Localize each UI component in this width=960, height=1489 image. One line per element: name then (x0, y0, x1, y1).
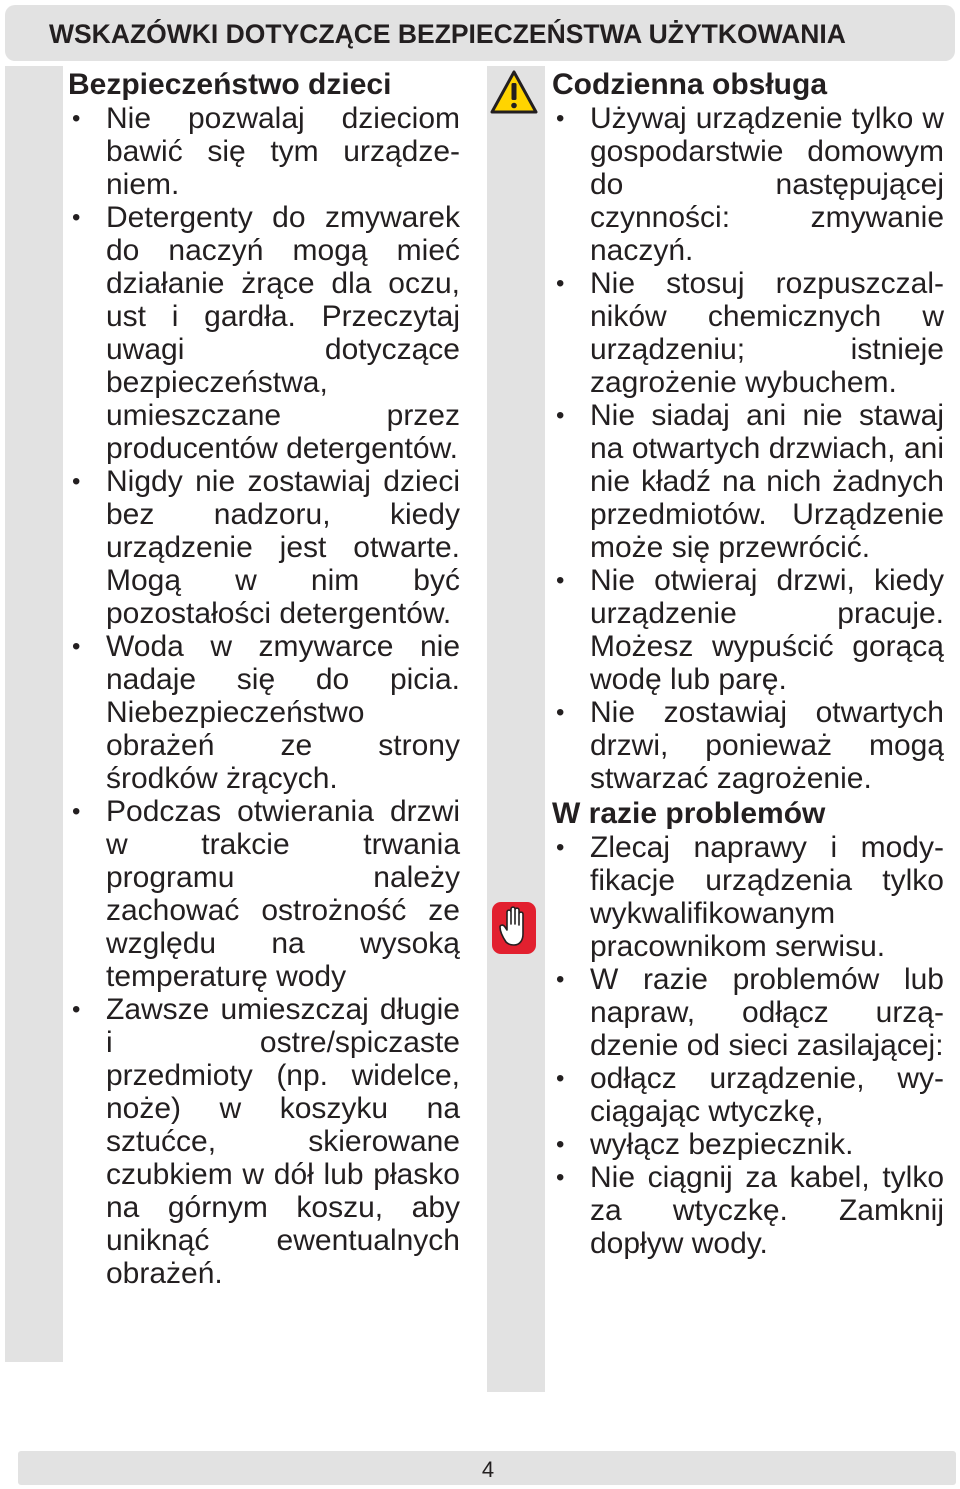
child-safety-list (68, 102, 460, 1290)
list-item: • wyłącz bezpiecznik. (552, 1128, 944, 1161)
section-title-daily-use: Codzienna obsługa (552, 68, 828, 101)
list-item: • Podczas otwierania drzwi w trakcie trwania programu należy zachować ostrożność ze względu na wysoką temperaturę wody (68, 795, 460, 993)
section-title-problems: W razie problemów (552, 797, 826, 830)
list-item: • Zawsze umieszczaj długie i ostre/spiczaste przedmioty (np. widelce, noże) w koszyku na sztućce, skierowane czubkiem w dół lub płasko na górnym koszu, aby uniknąć ewentualnych obrażeń. (68, 993, 460, 1290)
warning-triangle-icon (490, 70, 538, 114)
list-item: • Woda w zmywarce nie nadaje się do picia. Niebezpieczeństwo obrażeń ze strony środków żrących. (68, 630, 460, 795)
list-item: • Nigdy nie zostawiaj dzieci bez nadzoru, kiedy urządzenie jest otwarte. Mogą w nim być pozostałości detergentów. (68, 465, 460, 630)
list-item: • Zlecaj naprawy i modyfikacje urządzenia tylko wykwalifikowanym pracownikom serwisu. (552, 831, 944, 963)
list-item: • Nie siadaj ani nie stawaj na otwartych drzwiach, ani nie kładź na nich żadnych przedmiotów. Urządzenie może się przewrócić. (552, 399, 944, 564)
problems-list (552, 831, 944, 1260)
list-item: • Używaj urządzenie tylko w gospodarstwie domowym do następującej czynności: zmywanie naczyń. (552, 102, 944, 267)
list-item: • Detergenty do zmywarek do naczyń mogą mieć działanie żrące dla oczu, ust i gardła. Przeczytaj uwagi dotyczące bezpieczeństwa, umieszczane przez producentów detergentów. (68, 201, 460, 465)
page-footer (18, 1451, 956, 1485)
left-column (68, 68, 460, 1290)
right-gutter-band (487, 66, 545, 1392)
left-gutter-band (5, 66, 63, 1362)
section-title-child-safety: Bezpieczeństwo dzieci (68, 68, 392, 101)
list-item: • Nie ciągnij za kabel, tylko za wtyczkę. Zamknij dopływ wody. (552, 1161, 944, 1260)
header-title: WSKAZÓWKI DOTYCZĄCE BEZPIECZEŃSTWA UŻYTKOWANIA (49, 19, 846, 49)
page-header (5, 5, 955, 61)
list-item: • odłącz urządzenie, wyciągając wtyczkę, (552, 1062, 944, 1128)
list-item: • W razie problemów lub napraw, odłącz urządzenie od sieci zasilającej: (552, 963, 944, 1062)
stop-hand-icon (490, 900, 538, 956)
right-column (552, 68, 944, 1260)
list-item: • Nie stosuj rozpuszczalników chemicznych w urządzeniu; istnieje zagrożenie wybuchem. (552, 267, 944, 399)
page-number: 4 (481, 1457, 495, 1482)
list-item: • Nie zostawiaj otwartych drzwi, ponieważ mogą stwarzać zagrożenie. (552, 696, 944, 795)
list-item: • Nie pozwalaj dzieciom bawić się tym urządzeniem. (68, 102, 460, 201)
daily-use-list (552, 102, 944, 795)
list-item: • Nie otwieraj drzwi, kiedy urządzenie pracuje. Możesz wypuścić gorącą wodę lub parę. (552, 564, 944, 696)
